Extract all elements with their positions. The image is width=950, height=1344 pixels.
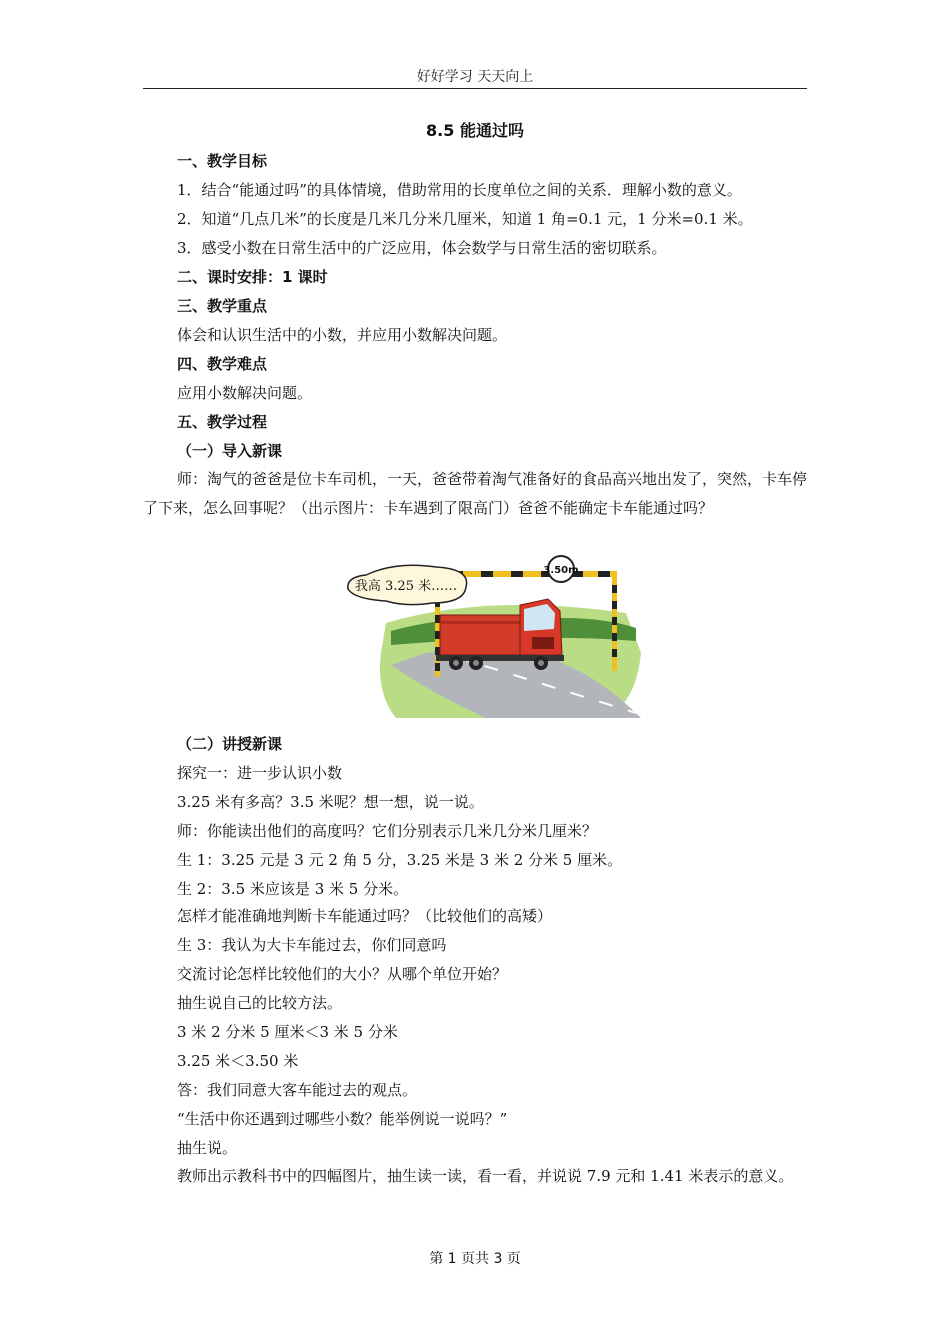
lesson-line: 生 3：我认为大卡车能过去，你们同意吗 bbox=[177, 936, 447, 954]
speech-bubble-text: 我高 3.25 米…… bbox=[354, 579, 458, 594]
height-limit-sign: 3.50m bbox=[543, 565, 579, 576]
section-heading-goals: 一、教学目标 bbox=[177, 152, 268, 170]
page-footer: 第 1 页共 3 页 bbox=[429, 1251, 521, 1267]
intro-paragraph: 师：淘气的爸爸是位卡车司机，一天，爸爸带着淘气准备好的食品高兴地出发了，突然，卡车停了下来，怎么回事呢？（出示图片：卡车遇到了限高门）爸爸不能确定卡车能通过吗？ bbox=[143, 470, 808, 517]
lesson-line: 3.25 米＜3.50 米 bbox=[177, 1052, 299, 1070]
lesson-line: 答：我们同意大客车能过去的观点。 bbox=[177, 1081, 418, 1099]
goal-item: 2．知道“几点几米”的长度是几米几分米几厘米，知道 1 角=0.1 元，1 分米=0.1 米。 bbox=[177, 210, 753, 228]
section-heading-focus: 三、教学重点 bbox=[177, 297, 268, 315]
section-heading-schedule: 二、课时安排：1 课时 bbox=[177, 268, 328, 286]
truck-illustration bbox=[336, 553, 648, 723]
section-heading-difficulty: 四、教学难点 bbox=[177, 355, 268, 373]
doc-title: 8.5 能通过吗 bbox=[426, 121, 524, 140]
closing-paragraph: 教师出示教科书中的四幅图片，抽生读一读，看一看，并说说 7.9 元和 1.41 米表示的意义。 bbox=[177, 1167, 794, 1185]
subsection-heading-intro: （一）导入新课 bbox=[177, 442, 283, 460]
lesson-line: 师：你能读出他们的高度吗？它们分别表示几米几分米几厘米？ bbox=[177, 822, 598, 840]
lesson-line: 探究一：进一步认识小数 bbox=[177, 764, 343, 782]
lesson-line: 3.25 米有多高？3.5 米呢？想一想，说一说。 bbox=[177, 793, 484, 811]
lesson-line: 交流讨论怎样比较他们的大小？从哪个单位开始？ bbox=[177, 965, 508, 983]
goal-item: 1．结合“能通过吗”的具体情境，借助常用的长度单位之间的关系．理解小数的意义。 bbox=[177, 181, 742, 199]
lesson-line: 抽生说自己的比较方法。 bbox=[177, 994, 343, 1012]
header-rule bbox=[143, 88, 807, 89]
lesson-line: “生活中你还遇到过哪些小数？能举例说一说吗？” bbox=[177, 1110, 508, 1128]
lesson-line: 生 2：3.5 米应该是 3 米 5 分米。 bbox=[177, 880, 409, 898]
goal-item: 3．感受小数在日常生活中的广泛应用，体会数学与日常生活的密切联系。 bbox=[177, 239, 667, 257]
subsection-heading-teaching: （二）讲授新课 bbox=[177, 735, 283, 753]
lesson-line: 怎样才能准确地判断卡车能通过吗？（比较他们的高矮） bbox=[177, 907, 553, 925]
lesson-line: 抽生说。 bbox=[177, 1139, 238, 1157]
page-header: 好好学习 天天向上 bbox=[416, 69, 534, 85]
lesson-line: 3 米 2 分米 5 厘米＜3 米 5 分米 bbox=[177, 1023, 398, 1041]
section-heading-process: 五、教学过程 bbox=[177, 413, 268, 431]
difficulty-text: 应用小数解决问题。 bbox=[177, 384, 313, 402]
focus-text: 体会和认识生活中的小数，并应用小数解决问题。 bbox=[177, 326, 508, 344]
lesson-line: 生 1：3.25 元是 3 元 2 角 5 分，3.25 米是 3 米 2 分米 5 厘米。 bbox=[177, 851, 623, 869]
